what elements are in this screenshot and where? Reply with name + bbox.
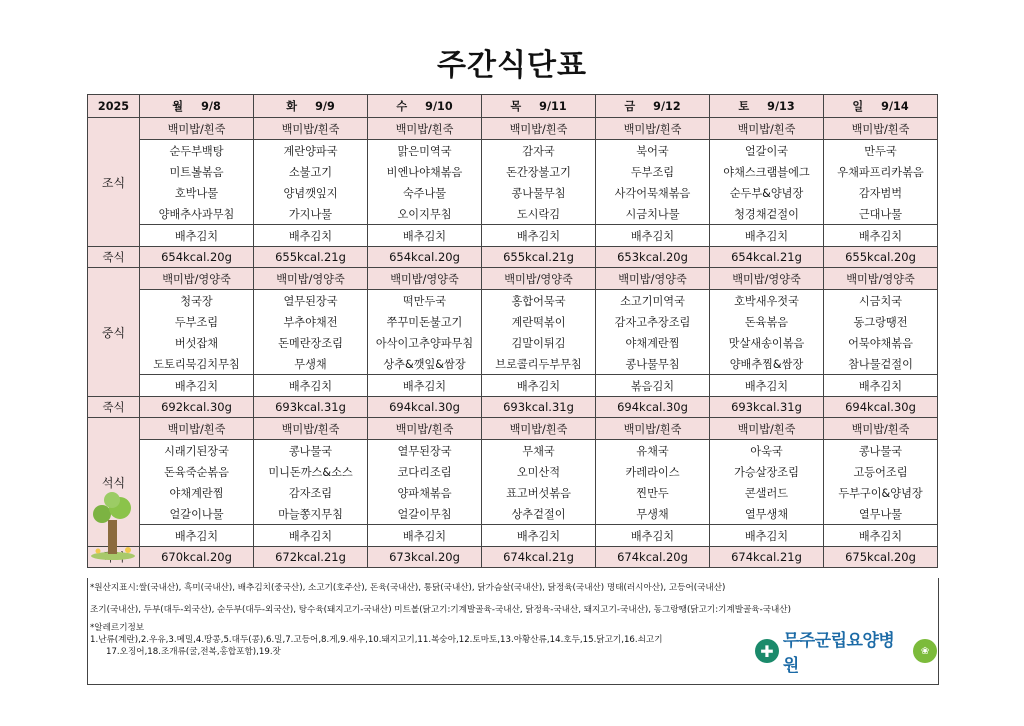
dish-row [88,461,938,482]
dish-cell: 미니돈까스&소스 [254,461,368,482]
dish-cell: 비엔나야채볶음 [368,161,482,182]
calorie-cell: 672kcal.21g [254,547,368,568]
dish-cell: 콩나물국 [824,440,938,462]
day-header [824,95,938,118]
dish-cell: 순두부&양념장 [710,182,824,203]
calorie-cell: 675kcal.20g [824,547,938,568]
calorie-cell: 654kcal.20g [140,247,254,268]
dish-row [88,375,938,397]
rice-cell: 백미밥/흰죽 [368,418,482,440]
allergy-info-line: 1.난류(계란),2.우유,3.메밀,4.땅콩,5.대두(콩),6.밀,7.고등어,8.게,9.새우,10.돼지고기,11.복숭아,12.토마토,13.아황산류,14.호두,15.닭고기,16.쇠고기 [90,635,663,645]
rice-cell: 백미밥/흰죽 [824,418,938,440]
rice-cell: 백미밥/영양죽 [140,268,254,290]
dish-cell: 콩나물무침 [596,353,710,375]
dish-cell: 청국장 [140,290,254,312]
dish-cell: 동그랑땡전 [824,311,938,332]
day-date: 9/14 [881,100,909,113]
dish-cell: 만두국 [824,140,938,162]
rice-cell: 백미밥/영양죽 [368,268,482,290]
calorie-cell: 654kcal.21g [710,247,824,268]
hospital-name: 무주군립요양병원 [782,631,895,676]
day-header [710,95,824,118]
circle-emblem-icon: ❀ [913,639,937,663]
dish-cell: 양배추사과무침 [140,203,254,225]
dish-cell: 두부조림 [596,161,710,182]
dish-cell: 양념깻잎지 [254,182,368,203]
calorie-cell: 654kcal.20g [368,247,482,268]
calorie-cell: 653kcal.20g [596,247,710,268]
day-name: 목 [510,100,522,113]
dish-cell: 배추김치 [596,225,710,247]
dish-cell: 순두부백탕 [140,140,254,162]
dish-cell: 야채스크램블에그 [710,161,824,182]
tree-illustration [88,490,138,560]
dish-cell: 도시락김 [482,203,596,225]
dish-cell: 무채국 [482,440,596,462]
dish-cell: 김말이튀김 [482,332,596,353]
calorie-cell: 692kcal.30g [140,397,254,418]
cross-leaf-icon: ✚ [755,639,779,663]
porridge-label: 죽식 [88,247,140,268]
dish-cell: 콩나물국 [254,440,368,462]
rice-cell: 백미밥/흰죽 [368,118,482,140]
dish-cell: 청경채겉절이 [710,203,824,225]
rice-cell: 백미밥/흰죽 [254,118,368,140]
day-header [482,95,596,118]
day-name: 월 [172,100,184,113]
dish-cell: 열무나물 [824,503,938,525]
dish-cell: 배추김치 [254,525,368,547]
dish-cell: 콩나물무침 [482,182,596,203]
day-name: 화 [286,100,298,113]
rice-row [88,118,938,140]
dish-cell: 숙주나물 [368,182,482,203]
dish-cell: 유채국 [596,440,710,462]
dish-cell: 맑은미역국 [368,140,482,162]
dish-cell: 계란양파국 [254,140,368,162]
dish-cell: 시금치나물 [596,203,710,225]
dish-cell: 참나물겉절이 [824,353,938,375]
dish-cell: 소고기미역국 [596,290,710,312]
day-date: 9/13 [767,100,795,113]
dish-row [88,161,938,182]
dish-row [88,290,938,312]
dish-cell: 도토리묵김치무침 [140,353,254,375]
dish-cell: 오이지무침 [368,203,482,225]
dish-cell: 상추겉절이 [482,503,596,525]
rice-cell: 백미밥/흰죽 [710,418,824,440]
dish-cell: 배추김치 [710,525,824,547]
dish-cell: 미트볼볶음 [140,161,254,182]
calorie-cell: 670kcal.20g [140,547,254,568]
calorie-cell: 674kcal.21g [710,547,824,568]
dish-cell: 양파채볶음 [368,482,482,503]
day-name: 수 [396,100,408,113]
day-date: 9/12 [653,100,681,113]
day-date: 9/8 [201,100,221,113]
dish-cell: 배추김치 [140,375,254,397]
dish-cell: 열무된장국 [368,440,482,462]
calorie-row [88,547,938,568]
dish-cell: 배추김치 [140,525,254,547]
dish-cell: 배추김치 [254,225,368,247]
dish-cell: 감자범벅 [824,182,938,203]
dish-cell: 얼갈이나물 [140,503,254,525]
dish-cell: 얼갈이무침 [368,503,482,525]
calorie-cell: 655kcal.20g [824,247,938,268]
dish-cell: 코다리조림 [368,461,482,482]
dish-cell: 버섯잡채 [140,332,254,353]
dish-cell: 배추김치 [824,375,938,397]
rice-cell: 백미밥/흰죽 [254,418,368,440]
day-name: 금 [624,100,636,113]
dish-cell: 배추김치 [824,525,938,547]
dish-cell: 배추김치 [368,225,482,247]
meal-label: 조식 [88,118,140,247]
dish-cell: 배추김치 [710,375,824,397]
allergy-info-line: 17.오징어,18.조개류(굴,전복,홍합포함),19.잣 [106,647,281,657]
day-header [596,95,710,118]
dish-cell: 어묵야채볶음 [824,332,938,353]
day-name: 일 [852,100,864,113]
calorie-cell: 674kcal.21g [482,547,596,568]
dish-row [88,353,938,375]
dish-cell: 마늘쫑지무침 [254,503,368,525]
rice-cell: 백미밥/흰죽 [824,118,938,140]
header-row [88,95,938,118]
dish-row [88,140,938,162]
dish-cell: 근대나물 [824,203,938,225]
calorie-cell: 693kcal.31g [482,397,596,418]
dish-row [88,225,938,247]
dish-cell: 시래기된장국 [140,440,254,462]
dish-cell: 홍합어묵국 [482,290,596,312]
dish-cell: 배추김치 [824,225,938,247]
rice-cell: 백미밥/영양죽 [596,268,710,290]
dish-cell: 감자고추장조림 [596,311,710,332]
dish-cell: 야채계란찜 [596,332,710,353]
dish-cell: 배추김치 [368,525,482,547]
dish-cell: 아삭이고추양파무침 [368,332,482,353]
rice-cell: 백미밥/흰죽 [710,118,824,140]
origin-info-line: *원산지표시:쌀(국내산), 흑미(국내산), 배추김치(중국산), 소고기(호주산), 돈육(국내산), 통닭(국내산), 닭가슴살(국내산), 닭정육(국내산) 명태(러시아산), 고등어(국내산) [90,583,726,593]
rice-cell: 백미밥/흰죽 [140,418,254,440]
page-title: 주간식단표 [437,48,587,83]
dish-cell: 배추김치 [368,375,482,397]
dish-row [88,482,938,503]
calorie-cell: 694kcal.30g [596,397,710,418]
dish-cell: 얼갈이국 [710,140,824,162]
dish-cell: 호박새우젓국 [710,290,824,312]
day-header [368,95,482,118]
dish-row [88,182,938,203]
dish-row [88,203,938,225]
dish-cell: 무생채 [596,503,710,525]
dish-cell: 돈메란장조림 [254,332,368,353]
porridge-label: 죽식 [88,397,140,418]
rice-cell: 백미밥/영양죽 [824,268,938,290]
calorie-row [88,247,938,268]
dish-cell: 시금치국 [824,290,938,312]
dish-row [88,525,938,547]
day-date: 9/11 [539,100,567,113]
dish-cell: 배추김치 [596,525,710,547]
dish-cell: 호박나물 [140,182,254,203]
dish-cell: 열무생채 [710,503,824,525]
dish-cell: 볶음김치 [596,375,710,397]
dish-cell: 소불고기 [254,161,368,182]
dish-cell: 열무된장국 [254,290,368,312]
dish-cell: 쭈꾸미돈불고기 [368,311,482,332]
dish-cell: 돈간장불고기 [482,161,596,182]
dish-cell: 계란떡볶이 [482,311,596,332]
dish-cell: 감자조림 [254,482,368,503]
dish-cell: 사각어묵채볶음 [596,182,710,203]
dish-cell: 맛살새송이볶음 [710,332,824,353]
dish-cell: 배추김치 [140,225,254,247]
day-header [140,95,254,118]
dish-cell: 카레라이스 [596,461,710,482]
dish-cell: 감자국 [482,140,596,162]
calorie-cell: 693kcal.31g [254,397,368,418]
dish-row [88,311,938,332]
dish-row [88,440,938,462]
dish-cell: 배추김치 [482,225,596,247]
day-header [254,95,368,118]
dish-cell: 양배추찜&쌈장 [710,353,824,375]
calorie-cell: 655kcal.21g [254,247,368,268]
rice-cell: 백미밥/흰죽 [140,118,254,140]
dish-cell: 가지나물 [254,203,368,225]
rice-row [88,268,938,290]
dish-row [88,332,938,353]
dish-cell: 야채계란찜 [140,482,254,503]
rice-cell: 백미밥/영양죽 [710,268,824,290]
dish-cell: 떡만두국 [368,290,482,312]
rice-cell: 백미밥/흰죽 [596,418,710,440]
calorie-cell: 694kcal.30g [824,397,938,418]
day-date: 9/9 [315,100,335,113]
dish-cell: 가승살장조림 [710,461,824,482]
rice-cell: 백미밥/영양죽 [482,268,596,290]
dish-cell: 아욱국 [710,440,824,462]
rice-cell: 백미밥/흰죽 [482,118,596,140]
day-date: 9/10 [425,100,453,113]
dish-cell: 배추김치 [254,375,368,397]
dish-cell: 오미산적 [482,461,596,482]
meal-label: 석식 [88,418,140,547]
dish-cell: 배추김치 [710,225,824,247]
calorie-cell: 655kcal.21g [482,247,596,268]
dish-cell: 콘샐러드 [710,482,824,503]
dish-cell: 북어국 [596,140,710,162]
dish-row [88,503,938,525]
allergy-title: *알레르기정보 [90,623,145,633]
dish-cell: 고등어조림 [824,461,938,482]
day-name: 토 [738,100,750,113]
dish-cell: 두부조림 [140,311,254,332]
hospital-logo [755,631,937,676]
calorie-row [88,397,938,418]
calorie-cell: 674kcal.20g [596,547,710,568]
rice-cell: 백미밥/흰죽 [482,418,596,440]
calorie-cell: 694kcal.30g [368,397,482,418]
dish-cell: 무생채 [254,353,368,375]
dish-cell: 찐만두 [596,482,710,503]
weekly-menu-table [87,94,938,568]
dish-cell: 배추김치 [482,375,596,397]
dish-cell: 돈육죽순볶음 [140,461,254,482]
dish-cell: 두부구이&양념장 [824,482,938,503]
dish-cell: 배추김치 [482,525,596,547]
rice-row [88,418,938,440]
year-cell: 2025 [88,95,140,118]
dish-cell: 우채파프리카볶음 [824,161,938,182]
origin-info-line: 조기(국내산), 두부(대두-외국산), 순두부(대두-외국산), 탕수육(돼지고기-국내산) 미트볼(닭고기:기계발골육-국내산, 닭정육-국내산, 돼지고기-국내산), 동그랑땡(닭고기:기계발골육-국내산) [90,605,791,615]
dish-cell: 표고버섯볶음 [482,482,596,503]
dish-cell: 브로콜리두부무침 [482,353,596,375]
dish-cell: 돈육볶음 [710,311,824,332]
dish-cell: 상추&깻잎&쌈장 [368,353,482,375]
meal-label: 중식 [88,268,140,397]
dish-cell: 부추야채전 [254,311,368,332]
calorie-cell: 673kcal.20g [368,547,482,568]
rice-cell: 백미밥/영양죽 [254,268,368,290]
rice-cell: 백미밥/흰죽 [596,118,710,140]
calorie-cell: 693kcal.31g [710,397,824,418]
